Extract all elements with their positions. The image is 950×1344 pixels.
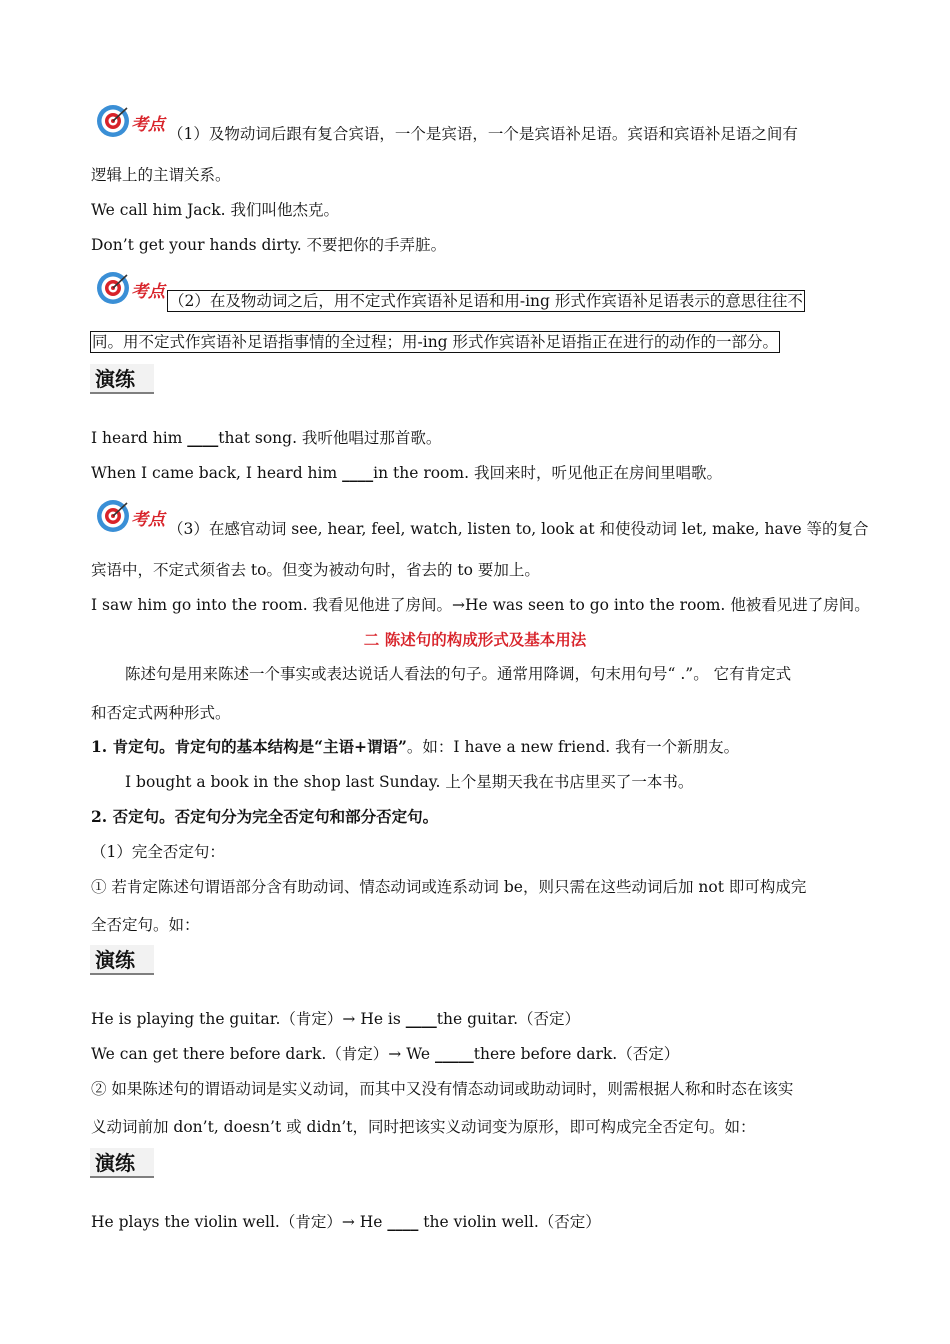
affirmative-example: I bought a book in the shop last Sunday. 上个星期天我在书店里买了一本书。 [125, 773, 694, 791]
svg-text:演练: 演练 [95, 948, 135, 972]
point1-example1: We call him Jack. 我们叫他杰克。 [91, 201, 339, 219]
point1-example2: Don’t get your hands dirty. 不要把你的手弄脏。 [91, 236, 447, 254]
practice2-item1: He is playing the guitar.（肯定）→ He is ____the guitar.（否定） [91, 1009, 581, 1028]
practice2-item2: We can get there before dark.（肯定）→ We _____there before dark.（否定） [91, 1044, 680, 1063]
yanlian-practice-icon [90, 1148, 156, 1178]
rule2-line1: ② 如果陈述句的谓语动词是实义动词，而其中又没有情态动词或助动词时，则需根据人称和时态在该实 [91, 1080, 794, 1098]
yanlian-practice-icon [90, 945, 156, 975]
intro-line1: 陈述句是用来陈述一个事实或表达说话人看法的句子。通常用降调，句末用句号“ .”。 它有肯定式 [125, 665, 792, 683]
yanlian-practice-icon [90, 364, 156, 394]
practice3-item1: He plays the violin well.（肯定）→ He ____ the violin well.（否定） [91, 1212, 601, 1231]
point3-line2: 宾语中，不定式须省去 to。但变为被动句时，省去的 to 要加上。 [91, 561, 540, 579]
kaodian-target-icon [95, 267, 169, 307]
rule2-line2: 义动词前加 don’t, doesn’t 或 didn’t，同时把该实义动词变为原形，即可构成完全否定句。如： [91, 1118, 756, 1136]
affirmative-heading: 1. 肯定句。肯定句的基本结构是“主语+谓语”。如：I have a new friend. 我有一个新朋友。 [91, 737, 740, 756]
kaodian-target-icon [95, 495, 169, 535]
rule1-line1: ① 若肯定陈述句谓语部分含有助动词、情态动词或连系动词 be，则只需在这些动词后加 not 即可构成完 [91, 878, 807, 896]
kaodian-target-icon [95, 100, 169, 140]
svg-text:演练: 演练 [95, 1151, 135, 1175]
practice1-item1: I heard him ____that song. 我听他唱过那首歌。 [91, 428, 442, 447]
section-title: 二 陈述句的构成形式及基本用法 [363, 630, 587, 649]
point2-line2: 同。用不定式作宾语补足语指事情的全过程；用-ing 形式作宾语补足语指正在进行的动作的一部分。 [92, 333, 779, 351]
point2-line1: （2）在及物动词之后，用不定式作宾语补足语和用-ing 形式作宾语补足语表示的意思往往不 [169, 292, 803, 310]
yanlian-label: 演练 [95, 367, 135, 391]
full-negative-heading: （1）完全否定句： [91, 843, 225, 861]
svg-text:考点: 考点 [131, 282, 165, 302]
rule1-line2: 全否定句。如： [91, 916, 200, 934]
point1-line1: （1）及物动词后跟有复合宾语，一个是宾语，一个是宾语补足语。宾语和宾语补足语之间有 [168, 125, 798, 143]
point3-line1: （3）在感官动词 see, hear, feel, watch, listen to, look at 和使役动词 let, make, have 等的复合 [168, 520, 869, 538]
kaodian-label: 考点 [131, 115, 165, 135]
intro-line2: 和否定式两种形式。 [91, 704, 231, 722]
negative-heading: 2. 否定句。否定句分为完全否定句和部分否定句。 [91, 807, 439, 826]
svg-text:考点: 考点 [131, 510, 165, 530]
point1-line2: 逻辑上的主谓关系。 [91, 166, 231, 184]
practice1-item2: When I came back, I heard him ____in the room. 我回来时，听见他正在房间里唱歌。 [91, 463, 722, 482]
point3-example: I saw him go into the room. 我看见他进了房间。→He was seen to go into the room. 他被看见进了房间。 [91, 596, 870, 614]
